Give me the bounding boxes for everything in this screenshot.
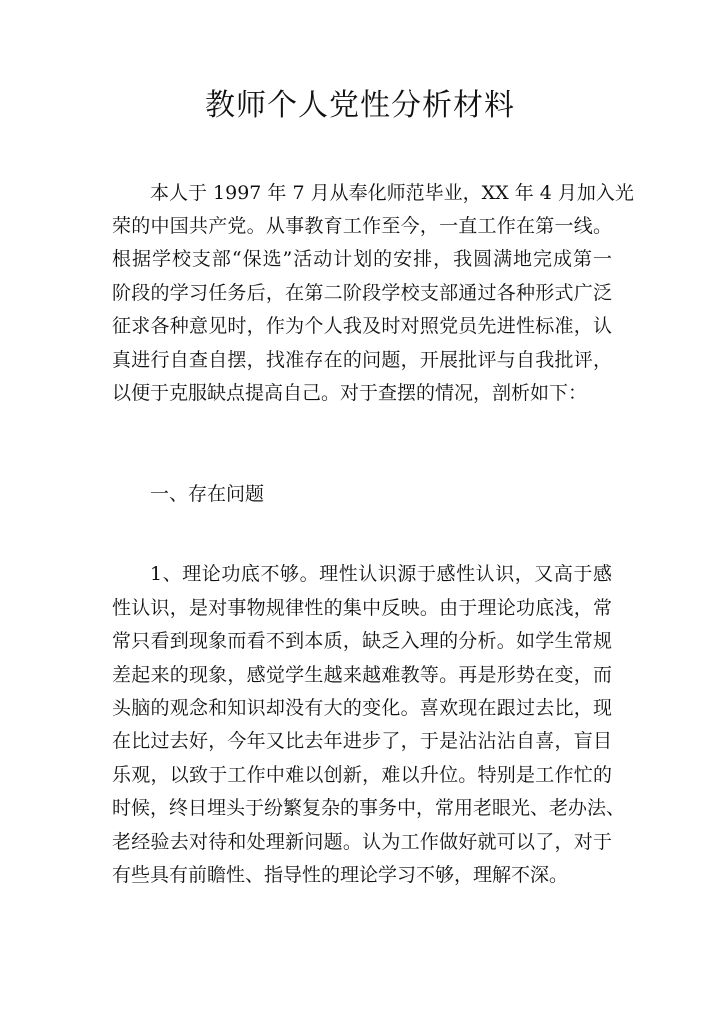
paragraph2-line: 在比过去好，今年又比去年进步了，于是沾沾沾自喜，盲目: [112, 730, 612, 752]
paragraph1-line: 真进行自查自摆，找准存在的问题，开展批评与自我批评，: [112, 349, 612, 371]
paragraph1-line: 阶段的学习任务后，在第二阶段学校支部通过各种形式广泛: [112, 282, 612, 304]
section-heading: 一、存在问题: [150, 483, 265, 505]
paragraph1-line: 本人于 1997 年 7 月从奉化师范毕业，XX 年 4 月加入光: [150, 182, 634, 204]
paragraph2-line: 有些具有前瞻性、指导性的理论学习不够，理解不深。: [112, 864, 569, 886]
paragraph2-line: 老经验去对待和处理新问题。认为工作做好就可以了，对于: [112, 831, 612, 853]
paragraph2-line: 常只看到现象而看不到本质，缺乏入理的分析。如学生常规: [112, 630, 612, 652]
document-title: 教师个人党性分析材料: [205, 88, 515, 123]
paragraph2-line: 性认识，是对事物规律性的集中反映。由于理论功底浅，常: [112, 597, 612, 619]
paragraph2-line: 乐观，以致于工作中难以创新，难以升位。特别是工作忙的: [112, 764, 612, 786]
paragraph2-line: 1、理论功底不够。理性认识源于感性认识，又高于感: [150, 563, 612, 585]
paragraph2-line: 时候，终日埋头于纷繁复杂的事务中，常用老眼光、老办法、: [112, 797, 626, 819]
paragraph2-line: 差起来的现象，感觉学生越来越难教等。再是形势在变，而: [112, 664, 612, 686]
paragraph1-line: 根据学校支部“保选”活动计划的安排，我圆满地完成第一: [112, 248, 612, 270]
paragraph1-line: 荣的中国共产党。从事教育工作至今，一直工作在第一线。: [112, 215, 612, 237]
paragraph2-line: 头脑的观念和知识却没有大的变化。喜欢现在跟过去比，现: [112, 697, 612, 719]
paragraph1-line: 以便于克服缺点提高自己。对于查摆的情况，剖析如下：: [112, 382, 588, 404]
paragraph1-line: 征求各种意见时，作为个人我及时对照党员先进性标准，认: [112, 315, 612, 337]
